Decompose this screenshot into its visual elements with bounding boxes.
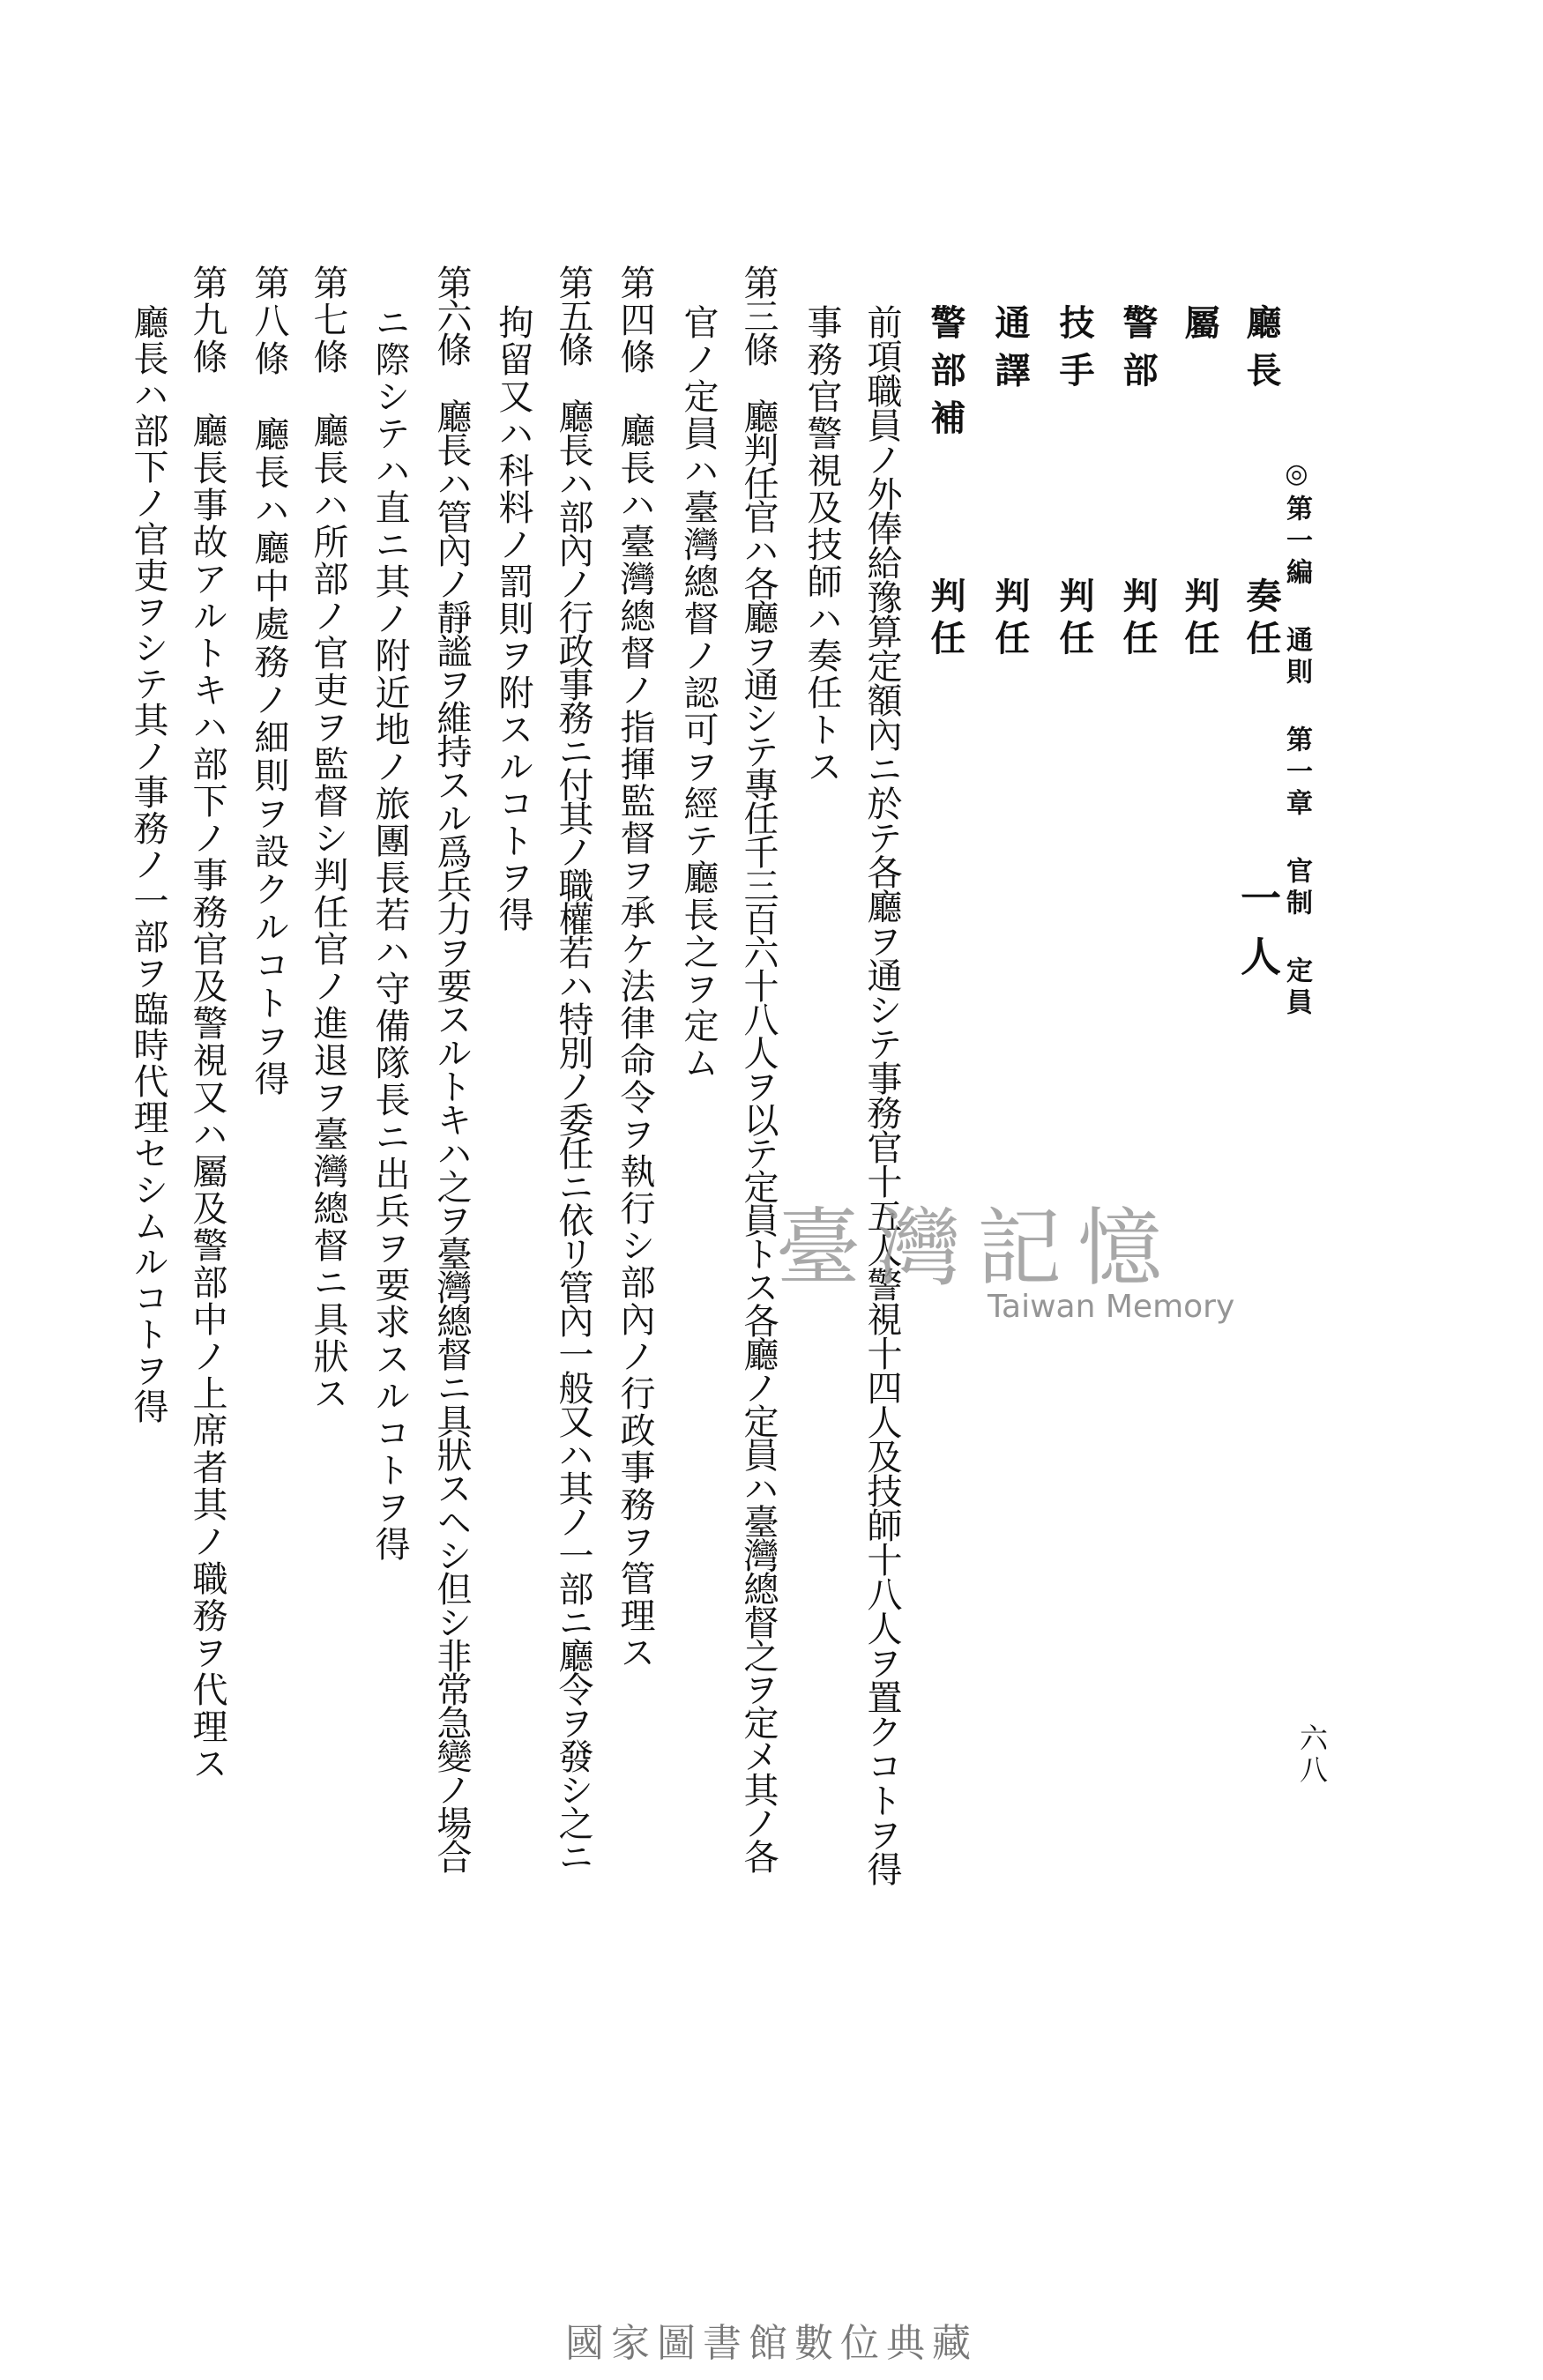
staff-count: 一人 bbox=[1234, 877, 1282, 993]
article-3: 第三條 廳判任官ハ各廳ヲ通シテ專任千三百六十八人ヲ以テ定員トス各廳ノ定員ハ臺灣總督之ヲ定メ其ノ各 bbox=[738, 264, 779, 1872]
article-4: 第四條 廳長ハ臺灣總督ノ指揮監督ヲ承ケ法律命令ヲ執行シ部內ノ行政事務ヲ管理ス bbox=[615, 264, 655, 1671]
article-5: 第五條 廳長ハ部內ノ行政事務ニ付其ノ職權若ハ特別ノ委任ニ依リ管內一般又ハ其ノ一部ニ廳令ヲ發シ之ニ bbox=[553, 264, 593, 1872]
page-number: 六八 bbox=[1295, 1723, 1329, 1787]
article-9: 第九條 廳長事故アルトキハ部下ノ事務官及警視又ハ屬及警部中ノ上席者其ノ職務ヲ代理ス bbox=[187, 264, 227, 1782]
running-header: ◎第一編 通則 第一章 官制 定員 bbox=[1281, 458, 1312, 1020]
staff-name: 警部 bbox=[1117, 304, 1159, 399]
watermark-title: 臺灣記憶 bbox=[776, 1199, 1178, 1298]
article-8: 第八條 廳長ハ廳中處務ノ細則ヲ設クルコトヲ得 bbox=[249, 264, 289, 1098]
body-line: 事務官警視及技師ハ奏任トス bbox=[801, 304, 842, 785]
body-line: 前項職員ノ外俸給豫算定額內ニ於テ各廳ヲ通シテ事務官十五人警視十四人及技師十八人ヲ置クコトヲ得 bbox=[861, 304, 902, 1885]
staff-rank: 奏任 bbox=[1241, 577, 1282, 662]
staff-name: 屬 bbox=[1179, 304, 1220, 352]
staff-rank: 判任 bbox=[1054, 577, 1095, 662]
staff-rank: 判任 bbox=[989, 577, 1031, 662]
staff-name: 廳長 bbox=[1241, 304, 1282, 399]
body-line: 廳長ハ部下ノ官吏ヲシテ其ノ事務ノ一部ヲ臨時代理セシムルコトヲ得 bbox=[128, 304, 168, 1424]
article-7: 第七條 廳長ハ所部ノ官吏ヲ監督シ判任官ノ進退ヲ臺灣總督ニ具狀ス bbox=[308, 264, 348, 1412]
staff-name: 警部補 bbox=[925, 304, 966, 447]
watermark-subtitle: Taiwan Memory bbox=[988, 1289, 1235, 1325]
staff-name: 技手 bbox=[1054, 304, 1095, 399]
staff-rank: 判任 bbox=[1179, 577, 1220, 662]
body-line: 拘留又ハ科料ノ罰則ヲ附スルコトヲ得 bbox=[493, 304, 533, 933]
watermark bbox=[776, 1181, 1270, 1357]
staff-rank: 判任 bbox=[925, 577, 966, 662]
body-line: 官ノ定員ハ臺灣總督ノ認可ヲ經テ廳長之ヲ定ム bbox=[678, 304, 719, 1082]
collection-footer: 國家圖書館數位典藏 bbox=[565, 2321, 978, 2366]
body-line: ニ際シテハ直ニ其ノ附近地ノ旅團長若ハ守備隊長ニ出兵ヲ要求スルコトヲ得 bbox=[369, 304, 410, 1563]
staff-name: 通譯 bbox=[989, 304, 1031, 399]
staff-rank: 判任 bbox=[1117, 577, 1159, 662]
article-6: 第六條 廳長ハ管內ノ靜謐ヲ維持スル爲兵力ヲ要スルトキハ之ヲ臺灣總督ニ具狀スヘシ但シ非常急變ノ場合 bbox=[431, 264, 472, 1872]
